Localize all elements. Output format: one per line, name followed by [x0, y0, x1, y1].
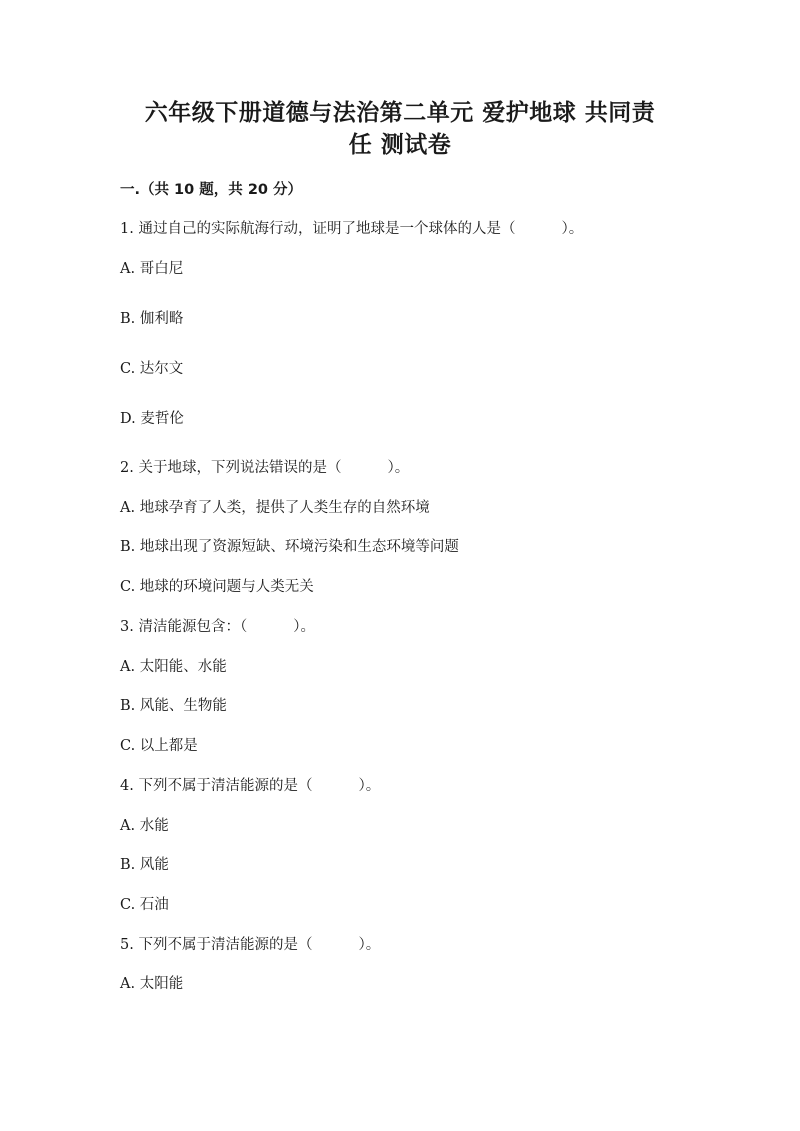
- question-1-option-c: C. 达尔文: [120, 361, 184, 377]
- question-4-option-a: A. 水能: [120, 818, 169, 834]
- question-5-stem: 5. 下列不属于清洁能源的是（ ）。: [120, 937, 381, 953]
- question-2-option-b: B. 地球出现了资源短缺、环境污染和生态环境等问题: [120, 539, 459, 555]
- question-1-stem: 1. 通过自己的实际航海行动，证明了地球是一个球体的人是（ ）。: [120, 221, 584, 237]
- question-3-stem: 3. 清洁能源包含：（ ）。: [120, 619, 316, 635]
- section-heading: 一.（共 10 题，共 20 分）: [120, 182, 303, 198]
- question-2-option-a: A. 地球孕育了人类，提供了人类生存的自然环境: [120, 500, 430, 516]
- question-1-option-d: D. 麦哲伦: [120, 411, 184, 427]
- question-2-stem: 2. 关于地球，下列说法错误的是（ ）。: [120, 460, 410, 476]
- question-3-option-b: B. 风能、生物能: [120, 698, 227, 714]
- question-4-stem: 4. 下列不属于清洁能源的是（ ）。: [120, 778, 381, 794]
- question-1-option-a: A. 哥白尼: [120, 261, 184, 277]
- question-1-option-b: B. 伽利略: [120, 311, 184, 327]
- question-4-option-b: B. 风能: [120, 857, 169, 873]
- question-4-option-c: C. 石油: [120, 897, 169, 913]
- page-title-line-2: 任 测试卷: [348, 132, 452, 158]
- question-5-option-a: A. 太阳能: [120, 976, 184, 992]
- question-2-option-c: C. 地球的环境问题与人类无关: [120, 579, 314, 595]
- question-3-option-c: C. 以上都是: [120, 738, 198, 754]
- question-3-option-a: A. 太阳能、水能: [120, 659, 227, 675]
- page-title-line-1: 六年级下册道德与法治第二单元 爱护地球 共同责: [144, 100, 656, 126]
